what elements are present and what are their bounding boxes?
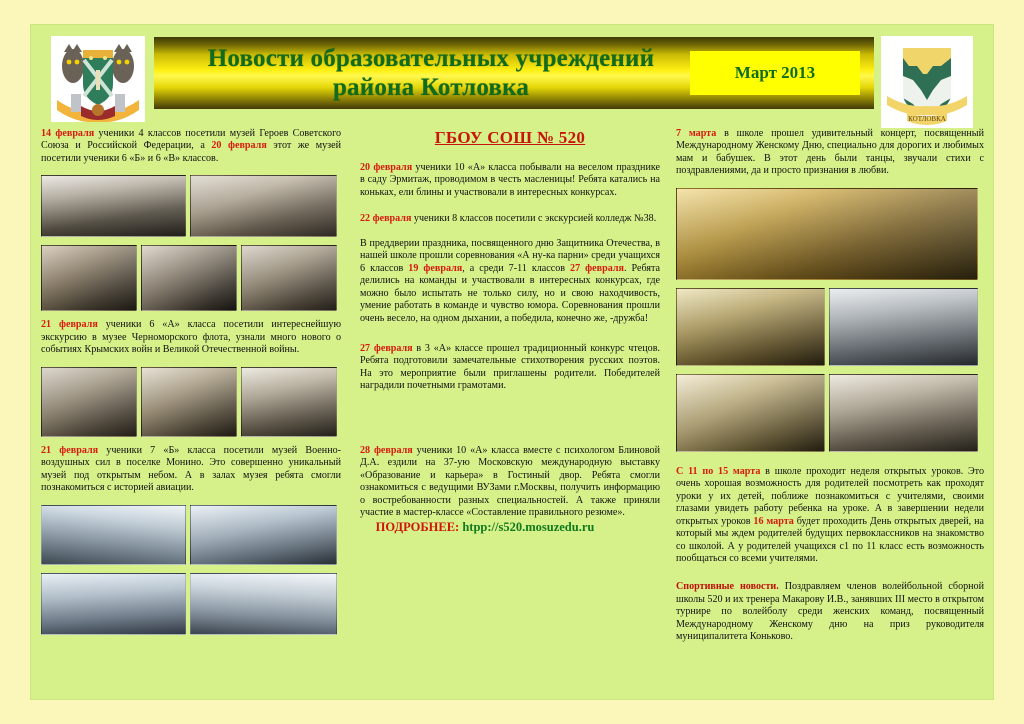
students-singing-photo <box>829 374 978 452</box>
poster-header <box>30 12 994 124</box>
left-article-3-date1: 21 февраля <box>41 444 99 456</box>
more-info-label: ПОДРОБНЕЕ: <box>375 520 460 534</box>
students-group-photo <box>241 367 337 437</box>
center-article-4-text-a: в 3 «А» классе прошел традиционный конкурс чтецов. Ребята подготовили замечательные стихотворения русских поэтов. На это мероприятие были приглашены родители. Победителей наградили почетными грамотами. <box>360 342 660 392</box>
right-article-3-text-a: Поздравляем членов волейбольной сборной школы 520 и их тренера Макарову И.В., занявших III место в открытом турнире по волейболу среди женских команд, посвященный Международному Женскому дню на приз руководителя муниципалитета Коньково. <box>676 581 985 643</box>
svg-text:КОТЛОВКА: КОТЛОВКА <box>908 115 946 123</box>
aviation-jet-photo <box>41 505 186 565</box>
left-photo-row-4 <box>41 505 341 565</box>
museum-monument-photo <box>141 367 237 437</box>
choir-performance-photo <box>829 288 978 366</box>
center-article-2-date1: 22 февраля <box>360 213 412 225</box>
left-article-1-date2: 20 февраля <box>211 140 267 152</box>
left-article-1-text-a: ученики 4 классов посетили музей Героев Советского Союза и Российской Федерации, а <box>41 128 342 152</box>
center-article-1 <box>360 162 660 199</box>
center-article-4-date1: 27 февраля <box>360 342 413 354</box>
center-article-5-date1: 28 февраля <box>360 444 413 456</box>
right-article-2 <box>676 466 984 566</box>
left-article-1 <box>41 128 341 165</box>
center-article-5 <box>360 445 660 520</box>
center-article-2 <box>360 213 660 225</box>
center-article-1-text-a: ученики 10 «А» класса побывали на веселом празднике в саду Эрмитаж, проводимом в честь масленицы! Ребята катались на коньках, ели блины и участвовали в интересных конкурсах. <box>360 162 660 198</box>
poster-body <box>30 128 994 694</box>
right-article-2-date1: С 11 по 15 марта <box>676 465 761 477</box>
concert-audience-photo <box>676 288 825 366</box>
right-article-3 <box>676 581 984 643</box>
center-article-5-text-a: ученики 10 «А» класса вместе с психологом Блиновой Д.А. ездили на 37-ую Московскую международную выставку «Образование и карьера» в Гостиный двор. Ребята смогли ознакомиться с ведущими ВУЗами г.Москвы, получить информацию о востребованности разных специальностей. А также приняли участие в мастер-классе «Составление правильного резюме». <box>360 444 660 519</box>
students-in-uniform-photo <box>41 245 137 311</box>
left-article-2-text-a: ученики 6 «А» класса посетили интереснейшую экскурсию в музее Черноморского флота, узнали много нового о событиях Крымских войн и Великой Отечественной войны. <box>41 319 342 356</box>
more-info-line <box>330 520 640 535</box>
right-column <box>676 128 984 694</box>
left-article-2-date1: 21 февраля <box>41 319 98 331</box>
right-photo-row-2 <box>676 288 984 366</box>
center-article-3-text-mid: , а среди 7-11 классов <box>462 262 571 274</box>
school-title: ГБОУ СОШ № 520 <box>434 128 586 147</box>
left-photo-row-3 <box>41 367 341 437</box>
classroom-visit-photo <box>41 175 186 237</box>
left-article-2 <box>41 319 341 356</box>
poster-title <box>154 44 690 102</box>
student-soldier-photo <box>141 245 237 311</box>
center-article-2-text-a: ученики 8 классов посетили с экскурсией колледж №38. <box>411 213 657 225</box>
students-winter-photo <box>190 573 337 635</box>
left-article-1-text-b: этот же музей посетили ученики 6 «Б» и 6 «В» классов. <box>41 140 341 164</box>
right-article-2-date2: 16 марта <box>753 515 794 527</box>
district-crest-owls-icon <box>51 36 145 122</box>
left-article-3 <box>41 445 341 495</box>
aviation-plane-photo <box>190 505 337 565</box>
right-article-2-text-b: будет проходить День открытых дверей, на который мы ждем родителей будущих первоклассников на знакомство со школой. А у родителей учащихся с1 по 11 класс есть возможность пообщаться со всеми учителями. <box>676 515 984 564</box>
right-photo-row-1 <box>676 188 984 280</box>
right-article-1-text-a: в школе прошел удивительный концерт, посвященный Международному Женскому Дню, специально для дорогих и любимых мам и бабушек. В этот день были танцы, звучали стихи с поздравлениями, да и просто признания в любви. <box>676 128 984 177</box>
right-photo-row-3 <box>676 374 984 452</box>
issue-date-badge: Март 2013 <box>690 51 860 95</box>
dance-performance-photo <box>676 374 825 452</box>
left-photo-row-5 <box>41 573 341 635</box>
center-article-1-date1: 20 февраля <box>360 162 413 173</box>
left-column <box>41 128 341 694</box>
crimea-exhibit-photo <box>41 367 137 437</box>
poster-title-line2: района Котловка <box>332 74 530 101</box>
left-article-1-date1: 14 февраля <box>41 128 95 139</box>
center-article-4 <box>360 343 660 393</box>
left-photo-row-1 <box>41 175 341 237</box>
center-article-3-date1: 19 февраля <box>408 262 463 274</box>
museum-hall-photo <box>241 245 337 311</box>
center-article-3-date2: 27 февраля <box>570 262 624 274</box>
sports-news-label: Спортивные новости. <box>676 581 779 593</box>
poster-title-line1: Новости образовательных учреждений <box>207 45 655 72</box>
left-photo-row-2 <box>41 245 341 311</box>
kotlovka-crest-icon <box>881 36 973 128</box>
center-article-3-text-start: В преддверии праздника, посвященного дню Защитника Отечества, в нашей школе прошли соревнования «А ну-ка парни» среди учащихся 6 классов <box>360 237 660 274</box>
school-website-link[interactable]: htpp://s520.mosuzedu.ru <box>462 520 595 534</box>
title-banner <box>154 37 874 109</box>
museum-exhibit-photo <box>190 175 337 237</box>
center-article-3-text-end: . Ребята делились на команды и участвовали в интересных конкурсах, где можно было испытать не только силу, но и свою находчивость, умение работать в команде и чувство юмора. Соревнования прошли очень весело, на одном дыхании, а победила, конечно же, -дружба! <box>360 262 660 324</box>
right-article-2-text-a: в школе проходит неделя открытых уроков. Это очень хорошая возможность для родителей посмотреть как проходят уроки у их детей, поближе познакомиться с учителями, своими глазами увидеть работу ребенка на уроке. А в завершении недели открытых уроков <box>676 465 984 527</box>
center-article-3 <box>360 238 660 325</box>
winter-museum-photo <box>41 573 186 635</box>
right-article-1-date1: 7 марта <box>676 128 717 139</box>
center-column <box>360 128 660 694</box>
concert-stage-photo <box>676 188 978 280</box>
left-article-3-text-a: ученики 7 «Б» класса посетили музей Военно-воздушных сил в поселке Монино. Это совершенно уникальный музей под открытым небом. А в залах музея ребята смогли познакомиться с историей авиации. <box>41 444 341 494</box>
right-article-1 <box>676 128 984 178</box>
